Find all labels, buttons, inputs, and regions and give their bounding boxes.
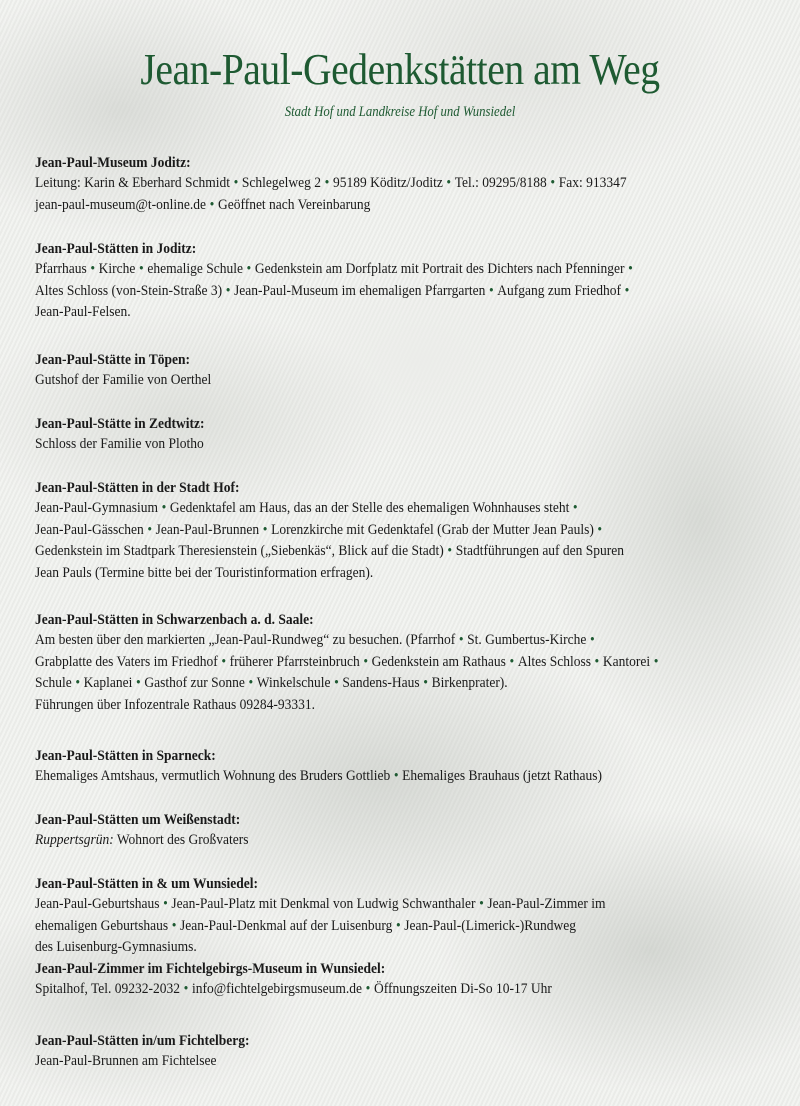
list-item: Jean-Paul-Gässchen [35,521,144,538]
bullet-separator-icon: • [90,261,96,277]
list-item: ehemalige Schule [147,261,243,277]
list-item: Gedenktafel am Haus, das an der Stelle des ehemaligen Wohnhauses steht [169,500,570,516]
bullet-separator-icon: • [147,521,153,538]
text-line [35,434,719,456]
bullet-separator-icon: • [550,175,556,191]
section-weissenstadt [35,810,795,852]
email-link[interactable]: info@fichtelgebirgsmuseum.de [191,980,363,997]
bullet-separator-icon: • [395,917,401,934]
list-item: Jean-Paul-Zimmer im [487,896,606,912]
bullet-separator-icon: • [324,175,330,191]
text-line [35,302,719,324]
list-item: Pfarrhaus [35,261,87,277]
list-item: 95189 Köditz/Joditz [332,175,443,191]
text-line [35,541,719,563]
list-item: Altes Schloss [517,653,591,670]
bullet-separator-icon: • [590,632,595,648]
bullet-separator-icon: • [393,768,399,784]
email-link[interactable]: jean-paul-museum@t-online.de [35,196,207,213]
list-item: Ehemaliges Amtshaus, vermutlich Wohnung des Bruders Gottlieb [35,768,391,784]
text-line [35,259,719,281]
bullet-separator-icon: • [479,896,484,912]
section-fichtelberg [35,1031,795,1073]
section-heading: Jean-Paul-Stätte in Zedtwitz: [35,416,205,432]
list-item: Jean-Paul-Brunnen am Fichtelsee [35,1053,217,1069]
bullet-separator-icon: • [246,261,252,277]
list-item: Birkenprater). [431,675,508,691]
list-item: Altes Schloss (von-Stein-Straße 3) [35,282,223,299]
section-joditz [35,239,795,324]
bullet-separator-icon: • [163,896,168,912]
list-item: Am besten über den markierten „Jean-Paul-Rundweg“ zu besuchen. (Pfarrhof [35,632,456,648]
bullet-separator-icon: • [334,675,339,691]
bullet-separator-icon: • [458,632,464,648]
list-item: St. Gumbertus-Kirche [467,632,587,648]
list-item: Kantorei [602,653,651,670]
bullet-separator-icon: • [136,675,141,691]
text-line [35,916,719,938]
list-item: Leitung: Karin & Eberhard Schmidt [35,175,230,191]
list-item: Jean-Paul-Geburtshaus [35,896,160,912]
section-zedtwitz [35,414,795,456]
bullet-separator-icon: • [139,261,144,277]
bullet-separator-icon: • [653,653,659,670]
bullet-separator-icon: • [597,521,603,538]
section-wunsiedel [35,874,795,1000]
list-item: Lorenzkirche mit Gedenktafel (Grab der Mutter Jean Pauls) [271,521,594,538]
text-line [35,173,719,195]
list-item: Gedenkstein im Stadtpark Theresienstein („Siebenkäs“, Blick auf die Stadt) [35,543,444,559]
section-stadt-hof [35,478,795,584]
text-line [35,830,719,852]
bullet-separator-icon: • [161,500,167,516]
section-heading: Jean-Paul-Museum Joditz: [35,155,191,171]
list-item: Winkelschule [256,675,331,691]
text-line [35,937,719,959]
list-item: Wohnort des Großvaters [116,832,249,848]
text-line [35,195,719,217]
list-item: Geöffnet nach Vereinbarung [217,196,371,213]
bullet-separator-icon: • [209,196,215,213]
list-item: Gasthof zur Sonne [144,675,245,691]
section-sparneck [35,746,795,788]
text-line [35,979,719,1001]
text-line [35,652,719,674]
list-item: Jean-Paul-Brunnen [155,521,260,538]
section-heading: Jean-Paul-Stätten in Joditz: [35,241,197,257]
list-item: Schule [35,675,72,691]
list-item: früherer Pfarrsteinbruch [229,653,360,670]
bullet-separator-icon: • [446,175,452,191]
list-item: Jean Pauls (Termine bitte bei der Touristinformation erfragen). [35,564,374,581]
list-item: Stadtführungen auf den Spuren [455,543,625,559]
list-item: Jean-Paul-(Limerick-)Rundweg [404,917,576,934]
section-heading: Jean-Paul-Stätten in & um Wunsiedel: [35,876,259,892]
list-item: Jean-Paul-Platz mit Denkmal von Ludwig Schwanthaler [171,896,476,912]
bullet-separator-icon: • [225,282,231,299]
page-title: Jean-Paul-Gedenkstätten am Weg [140,45,660,94]
place-name: Ruppertsgrün: [35,832,114,848]
section-heading: Jean-Paul-Stätten in Schwarzenbach a. d. Saale: [35,612,314,628]
list-item: Ehemaliges Brauhaus (jetzt Rathaus) [402,768,602,784]
section-schwarzenbach [35,610,795,716]
list-item: Grabplatte des Vaters im Friedhof [35,653,218,670]
list-item: Sandens-Haus [342,675,420,691]
list-item: Kirche [98,261,136,277]
text-line [35,281,719,303]
bullet-separator-icon: • [363,653,369,670]
bullet-separator-icon: • [262,521,268,538]
text-line [35,563,719,585]
section-heading: Jean-Paul-Stätten um Weißenstadt: [35,812,241,828]
list-item: Gedenkstein am Rathaus [371,653,506,670]
bullet-separator-icon: • [509,653,515,670]
list-item: Aufgang zum Friedhof [497,282,622,299]
text-line [35,370,719,392]
text-line [35,673,719,695]
bullet-separator-icon: • [572,500,578,516]
section-heading: Jean-Paul-Stätten in der Stadt Hof: [35,480,240,496]
bullet-separator-icon: • [423,675,428,691]
bullet-separator-icon: • [365,980,371,997]
list-item: Gedenkstein am Dorfplatz mit Portrait des Dichters nach Pfenninger [254,261,625,277]
bullet-separator-icon: • [447,543,453,559]
section-heading: Jean-Paul-Stätte in Töpen: [35,352,191,368]
list-item: Jean-Paul-Felsen. [35,304,131,320]
bullet-separator-icon: • [233,175,239,191]
list-item: Schloss der Familie von Plotho [35,436,204,452]
section-heading: Jean-Paul-Stätten in/um Fichtelberg: [35,1033,250,1049]
list-item: Jean-Paul-Gymnasium [35,500,158,516]
page-subtitle: Stadt Hof und Landkreise Hof und Wunsiedel [284,104,516,120]
text-line [35,630,719,652]
list-item: Führungen über Infozentrale Rathaus 09284-93331. [35,696,316,713]
text-line [35,894,719,916]
bullet-separator-icon: • [624,282,630,299]
section-toepen [35,350,795,392]
bullet-separator-icon: • [171,917,177,934]
list-item: des Luisenburg-Gymnasiums. [35,939,197,955]
bullet-separator-icon: • [183,980,189,997]
text-line [35,766,719,788]
list-item: Gutshof der Familie von Oerthel [35,372,212,388]
bullet-separator-icon: • [221,653,227,670]
text-line [35,695,719,717]
section-heading: Jean-Paul-Stätten in Sparneck: [35,748,216,764]
list-item: Kaplanei [83,675,133,691]
text-line [35,520,719,542]
bullet-separator-icon: • [248,675,254,691]
text-line [35,498,719,520]
list-item: Öffnungszeiten Di-So 10-17 Uhr [373,980,552,997]
bullet-separator-icon: • [75,675,81,691]
list-item: Jean-Paul-Museum im ehemaligen Pfarrgarten [234,282,486,299]
bullet-separator-icon: • [628,261,633,277]
bullet-separator-icon: • [594,653,600,670]
list-item: Fax: 913347 [558,175,627,191]
list-item: Spitalhof, Tel. 09232-2032 [35,980,181,997]
bullet-separator-icon: • [488,282,494,299]
list-item: Tel.: 09295/8188 [454,175,547,191]
text-line [35,1051,719,1073]
list-item: Schlegelweg 2 [241,175,322,191]
list-item: ehemaligen Geburtshaus [35,917,169,934]
section-museum-joditz [35,153,795,216]
section-subheading: Jean-Paul-Zimmer im Fichtelgebirgs-Museum in Wunsiedel: [35,960,386,977]
list-item: Jean-Paul-Denkmal auf der Luisenburg [180,917,393,934]
